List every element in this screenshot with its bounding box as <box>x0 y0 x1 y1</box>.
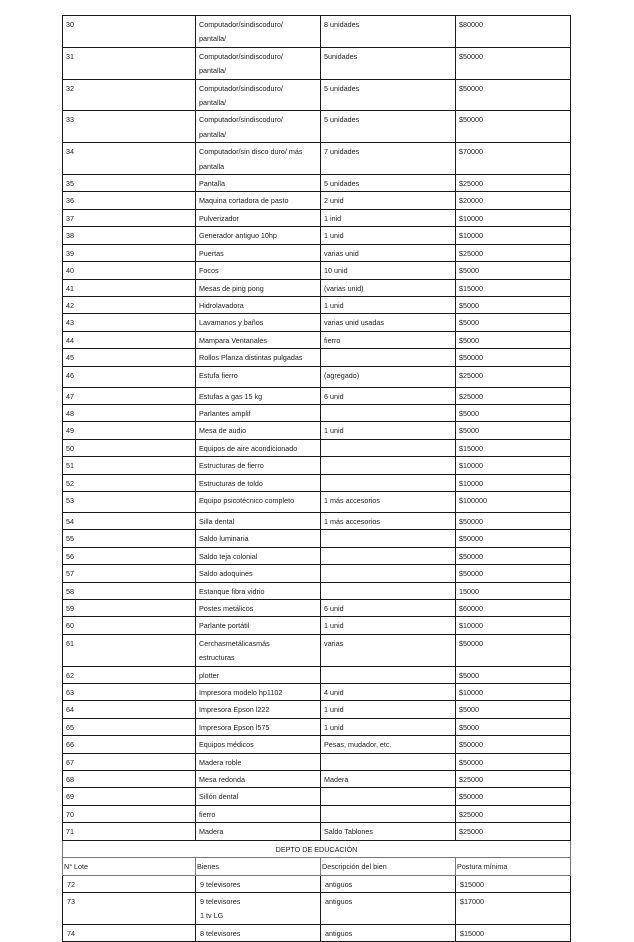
postura-cell: $25000 <box>456 387 571 404</box>
bien-cell: Generador antiguo 10hp <box>196 227 321 244</box>
table-row <box>63 701 571 718</box>
bien-line-1 <box>199 20 283 29</box>
table-row <box>63 718 571 735</box>
postura-cell: $10000 <box>456 209 571 226</box>
lote-cell: 37 <box>63 209 196 226</box>
bien-cell <box>196 16 321 48</box>
postura-cell: $5000 <box>456 331 571 348</box>
postura-cell: $25000 <box>456 244 571 261</box>
postura-cell: $10000 <box>456 474 571 491</box>
lote-cell: 69 <box>63 788 196 805</box>
lote-cell: 68 <box>63 771 196 788</box>
table-row <box>63 331 571 348</box>
postura-cell: $15000 <box>456 875 571 892</box>
bien-cell: Madera roble <box>196 753 321 770</box>
lote-cell: 44 <box>63 331 196 348</box>
descripcion-cell: Pesas, mudador, etc. <box>321 736 456 753</box>
table-row <box>63 366 571 387</box>
table-row <box>63 736 571 753</box>
postura-cell: $50000 <box>456 349 571 366</box>
descripcion-cell <box>321 439 456 456</box>
descripcion-cell: fierro <box>321 331 456 348</box>
section-title: DEPTO DE EDUCACIÓN <box>63 840 571 857</box>
descripcion-cell: 5 unidades <box>321 175 456 192</box>
lote-cell: 58 <box>63 582 196 599</box>
bien-cell: Estructuras de toldo <box>196 474 321 491</box>
bien-line-2: pantalla/ <box>199 66 227 76</box>
lote-cell: 67 <box>63 753 196 770</box>
bien-cell: Parlantes amplif <box>196 404 321 421</box>
lote-cell: 74 <box>63 924 196 941</box>
bien-cell: Maquina cortadora de pasto <box>196 192 321 209</box>
bien-cell: Mesas de ping pong <box>196 279 321 296</box>
descripcion-cell: 6 unid <box>321 387 456 404</box>
bien-line-2: pantalla <box>199 161 225 171</box>
bien-line-2: pantalla/ <box>199 129 227 139</box>
descripcion-cell <box>321 457 456 474</box>
table-row <box>63 175 571 192</box>
lote-cell: 51 <box>63 457 196 474</box>
table-row <box>63 47 571 79</box>
lote-cell: 36 <box>63 192 196 209</box>
postura-cell: $50000 <box>456 47 571 79</box>
bien-cell: Puertas <box>196 244 321 261</box>
postura-cell: $5000 <box>456 422 571 439</box>
lote-cell: 35 <box>63 175 196 192</box>
postura-cell: $17000 <box>456 892 571 924</box>
lote-cell: 50 <box>63 439 196 456</box>
postura-cell: $50000 <box>456 512 571 529</box>
bien-cell: Madera <box>196 823 321 840</box>
descripcion-cell <box>321 349 456 366</box>
postura-cell: $50000 <box>456 565 571 582</box>
bien-word: duro/ <box>266 20 283 29</box>
lote-cell: 43 <box>63 314 196 331</box>
bien-cell: Estanque fibra vidrio <box>196 582 321 599</box>
postura-cell: $25000 <box>456 823 571 840</box>
bien-cell: fierro <box>196 805 321 822</box>
table-row <box>63 512 571 529</box>
bien-line-1: 8 televisores <box>200 928 241 938</box>
table-row <box>63 530 571 547</box>
table-row <box>63 805 571 822</box>
table-row <box>63 111 571 143</box>
bien-word: duro/ <box>266 115 283 125</box>
lote-cell: 64 <box>63 701 196 718</box>
postura-cell: $50000 <box>456 547 571 564</box>
bien-cell <box>196 143 321 175</box>
postura-cell: $70000 <box>456 143 571 175</box>
table-row <box>63 634 571 666</box>
bien-cell: Equipos de aire acondicionado <box>196 439 321 456</box>
bien-cell <box>196 47 321 79</box>
bien-cell: Focos <box>196 262 321 279</box>
bien-word: disco <box>249 51 267 61</box>
lote-cell: 32 <box>63 79 196 111</box>
lote-cell: 47 <box>63 387 196 404</box>
bien-cell: Silla dental <box>196 512 321 529</box>
table-row <box>63 314 571 331</box>
postura-cell: $5000 <box>456 701 571 718</box>
postura-cell: $5000 <box>456 314 571 331</box>
lote-cell: 65 <box>63 718 196 735</box>
postura-cell: $15000 <box>456 439 571 456</box>
bien-line-1 <box>199 639 270 648</box>
bien-word: duro/ <box>266 83 283 93</box>
table-row <box>63 892 571 924</box>
bien-cell <box>196 111 321 143</box>
postura-cell: $25000 <box>456 175 571 192</box>
bien-word: Computador/sin <box>199 115 250 125</box>
bien-word: más <box>256 638 270 648</box>
postura-cell: $25000 <box>456 805 571 822</box>
bien-word: metálicas <box>225 638 257 648</box>
header-postura: Postura mínima <box>456 858 571 875</box>
postura-cell: $5000 <box>456 262 571 279</box>
lote-cell: 61 <box>63 634 196 666</box>
lote-cell: 70 <box>63 805 196 822</box>
table-row <box>63 474 571 491</box>
bien-word: Cerchas <box>199 638 226 648</box>
lote-cell: 34 <box>63 143 196 175</box>
table-row <box>63 617 571 634</box>
bien-cell <box>196 79 321 111</box>
table-row <box>63 209 571 226</box>
postura-cell: $5000 <box>456 404 571 421</box>
bien-cell <box>196 875 321 892</box>
lote-cell: 38 <box>63 227 196 244</box>
descripcion-cell: 8 unidades <box>321 16 456 48</box>
header-bienes: Bienes <box>196 858 321 875</box>
bien-line-2: pantalla/ <box>199 34 227 44</box>
lote-cell: 66 <box>63 736 196 753</box>
lote-cell: 31 <box>63 47 196 79</box>
descripcion-cell: varias unid usadas <box>321 314 456 331</box>
lote-cell: 52 <box>63 474 196 491</box>
bien-cell: Mesa redonda <box>196 771 321 788</box>
lote-cell: 40 <box>63 262 196 279</box>
bien-word: Computador/sin <box>199 51 250 61</box>
table-row <box>63 547 571 564</box>
descripcion-cell: antiguos <box>321 875 456 892</box>
descripcion-cell: 1 más accesorios <box>321 512 456 529</box>
postura-cell: $5000 <box>456 666 571 683</box>
postura-cell: $60000 <box>456 600 571 617</box>
bien-cell: Estufa fierro <box>196 366 321 387</box>
postura-cell: $10000 <box>456 457 571 474</box>
bien-cell: Pulverizador <box>196 209 321 226</box>
lote-cell: 73 <box>63 892 196 924</box>
lots-table <box>62 15 571 942</box>
descripcion-cell: (agregado) <box>321 366 456 387</box>
bien-word: Computador/sin <box>199 83 250 93</box>
descripcion-cell <box>321 530 456 547</box>
bien-cell <box>196 924 321 941</box>
bien-word: Computador/sin disco duro/ más <box>199 147 303 157</box>
table-row <box>63 244 571 261</box>
table-row <box>63 279 571 296</box>
bien-cell: Parlante portátil <box>196 617 321 634</box>
descripcion-cell: Saldo Tablones <box>321 823 456 840</box>
table-row <box>63 924 571 941</box>
descripcion-cell: 1 unid <box>321 422 456 439</box>
descripcion-cell <box>321 404 456 421</box>
lote-cell: 48 <box>63 404 196 421</box>
lote-cell: 30 <box>63 16 196 48</box>
postura-cell: $25000 <box>456 366 571 387</box>
postura-cell: 15000 <box>456 582 571 599</box>
table-row <box>63 192 571 209</box>
bien-line-1: 9 televisores <box>200 896 241 906</box>
postura-cell: $10000 <box>456 227 571 244</box>
descripcion-cell: 2 unid <box>321 192 456 209</box>
postura-cell: $15000 <box>456 924 571 941</box>
descripcion-cell: 5 unidades <box>321 79 456 111</box>
bien-cell <box>196 634 321 666</box>
bien-cell: Saldo luminaria <box>196 530 321 547</box>
table-row <box>63 262 571 279</box>
descripcion-cell: antiguos <box>321 892 456 924</box>
bien-cell: Saldo teja colonial <box>196 547 321 564</box>
bien-cell: Equipo psicotécnico completo <box>196 491 321 512</box>
table-row <box>63 457 571 474</box>
descripcion-cell: varias unid <box>321 244 456 261</box>
table-row <box>63 600 571 617</box>
bien-cell: Impresora Epson l222 <box>196 701 321 718</box>
descripcion-cell: 10 unid <box>321 262 456 279</box>
descripcion-cell: 1 unid <box>321 718 456 735</box>
lote-cell: 41 <box>63 279 196 296</box>
lote-cell: 53 <box>63 491 196 512</box>
postura-cell: $50000 <box>456 788 571 805</box>
descripcion-cell: 1 unid <box>321 296 456 313</box>
postura-cell: $10000 <box>456 684 571 701</box>
bien-cell: Hidrolavadora <box>196 296 321 313</box>
bien-cell <box>196 892 321 924</box>
table-row <box>63 349 571 366</box>
bien-word: disco <box>249 83 267 93</box>
bien-cell: plotter <box>196 666 321 683</box>
section-title-row <box>63 840 571 857</box>
bien-cell: Impresora modelo hp1102 <box>196 684 321 701</box>
descripcion-cell <box>321 753 456 770</box>
bien-cell: Equipos médicos <box>196 736 321 753</box>
lote-cell: 45 <box>63 349 196 366</box>
table-row <box>63 227 571 244</box>
descripcion-cell: 1 inid <box>321 209 456 226</box>
lote-cell: 39 <box>63 244 196 261</box>
header-row <box>63 858 571 875</box>
bien-line-2: pantalla/ <box>199 98 227 108</box>
descripcion-cell: (varias unid) <box>321 279 456 296</box>
table-row <box>63 565 571 582</box>
descripcion-cell <box>321 666 456 683</box>
postura-cell: $50000 <box>456 530 571 547</box>
bien-line-1 <box>199 52 283 61</box>
descripcion-cell <box>321 805 456 822</box>
table-row <box>63 404 571 421</box>
postura-cell: $50000 <box>456 753 571 770</box>
lote-cell: 46 <box>63 366 196 387</box>
descripcion-cell: 1 más accesorios <box>321 491 456 512</box>
descripcion-cell: 6 unid <box>321 600 456 617</box>
table-row <box>63 143 571 175</box>
table-row <box>63 771 571 788</box>
lote-cell: 55 <box>63 530 196 547</box>
bien-word: duro/ <box>266 51 283 61</box>
postura-cell: $80000 <box>456 16 571 48</box>
table-row <box>63 666 571 683</box>
postura-cell: $50000 <box>456 736 571 753</box>
bien-cell: Mesa de audio <box>196 422 321 439</box>
lote-cell: 56 <box>63 547 196 564</box>
lote-cell: 57 <box>63 565 196 582</box>
table-row <box>63 491 571 512</box>
bien-cell: Pantalla <box>196 175 321 192</box>
table-row <box>63 753 571 770</box>
descripcion-cell: varias <box>321 634 456 666</box>
table-row <box>63 387 571 404</box>
descripcion-cell <box>321 788 456 805</box>
table-row <box>63 16 571 48</box>
postura-cell: $5000 <box>456 718 571 735</box>
table-row <box>63 875 571 892</box>
bien-line-1 <box>199 147 302 156</box>
bien-cell: Lavamanos y baños <box>196 314 321 331</box>
bien-line-1: 9 televisores <box>200 879 241 889</box>
postura-cell: $100000 <box>456 491 571 512</box>
header-descripcion: Descripción del bien <box>321 858 456 875</box>
lote-cell: 49 <box>63 422 196 439</box>
postura-cell: $20000 <box>456 192 571 209</box>
descripcion-cell <box>321 582 456 599</box>
bien-cell: Rollos Planza distintas pulgadas <box>196 349 321 366</box>
postura-cell: $50000 <box>456 634 571 666</box>
descripcion-cell: 1 unid <box>321 617 456 634</box>
lote-cell: 59 <box>63 600 196 617</box>
descripcion-cell: 7 unidades <box>321 143 456 175</box>
bien-cell: Postes metálicos <box>196 600 321 617</box>
postura-cell: $25000 <box>456 771 571 788</box>
lote-cell: 42 <box>63 296 196 313</box>
descripcion-cell: 1 unid <box>321 701 456 718</box>
postura-cell: $5000 <box>456 296 571 313</box>
bien-word: Computador/sin <box>199 20 250 29</box>
descripcion-cell: 5 unidades <box>321 111 456 143</box>
bien-cell: Impresora Epson l575 <box>196 718 321 735</box>
descripcion-cell <box>321 565 456 582</box>
lote-cell: 72 <box>63 875 196 892</box>
table-row <box>63 439 571 456</box>
bien-word: disco <box>249 115 267 125</box>
lots-table-body <box>63 16 571 942</box>
descripcion-cell <box>321 474 456 491</box>
table-row <box>63 582 571 599</box>
table-row <box>63 79 571 111</box>
table-row <box>63 684 571 701</box>
table-row <box>63 823 571 840</box>
bien-line-1 <box>199 115 283 124</box>
bien-cell: Estructuras de fierro <box>196 457 321 474</box>
postura-cell: $10000 <box>456 617 571 634</box>
descripcion-cell: 4 unid <box>321 684 456 701</box>
table-row <box>63 296 571 313</box>
lote-cell: 54 <box>63 512 196 529</box>
lote-cell: 60 <box>63 617 196 634</box>
table-row <box>63 788 571 805</box>
postura-cell: $15000 <box>456 279 571 296</box>
postura-cell: $50000 <box>456 79 571 111</box>
bien-cell: Saldo adoquines <box>196 565 321 582</box>
descripcion-cell: 5unidades <box>321 47 456 79</box>
lote-cell: 33 <box>63 111 196 143</box>
lote-cell: 62 <box>63 666 196 683</box>
bien-line-1 <box>199 84 283 93</box>
bien-line-2: 1 tv LG <box>200 911 224 921</box>
postura-cell: $50000 <box>456 111 571 143</box>
bien-cell: Mampara Ventanales <box>196 331 321 348</box>
table-row <box>63 422 571 439</box>
header-lote: N° Lote <box>63 858 196 875</box>
bien-cell: Estufas a gas 15 kg <box>196 387 321 404</box>
lote-cell: 63 <box>63 684 196 701</box>
descripcion-cell: antiguos <box>321 924 456 941</box>
descripcion-cell <box>321 547 456 564</box>
lote-cell: 71 <box>63 823 196 840</box>
bien-cell: Sillón dental <box>196 788 321 805</box>
descripcion-cell: Madera <box>321 771 456 788</box>
bien-line-2: estructuras <box>199 653 235 663</box>
bien-word: disco <box>249 20 267 29</box>
descripcion-cell: 1 unid <box>321 227 456 244</box>
